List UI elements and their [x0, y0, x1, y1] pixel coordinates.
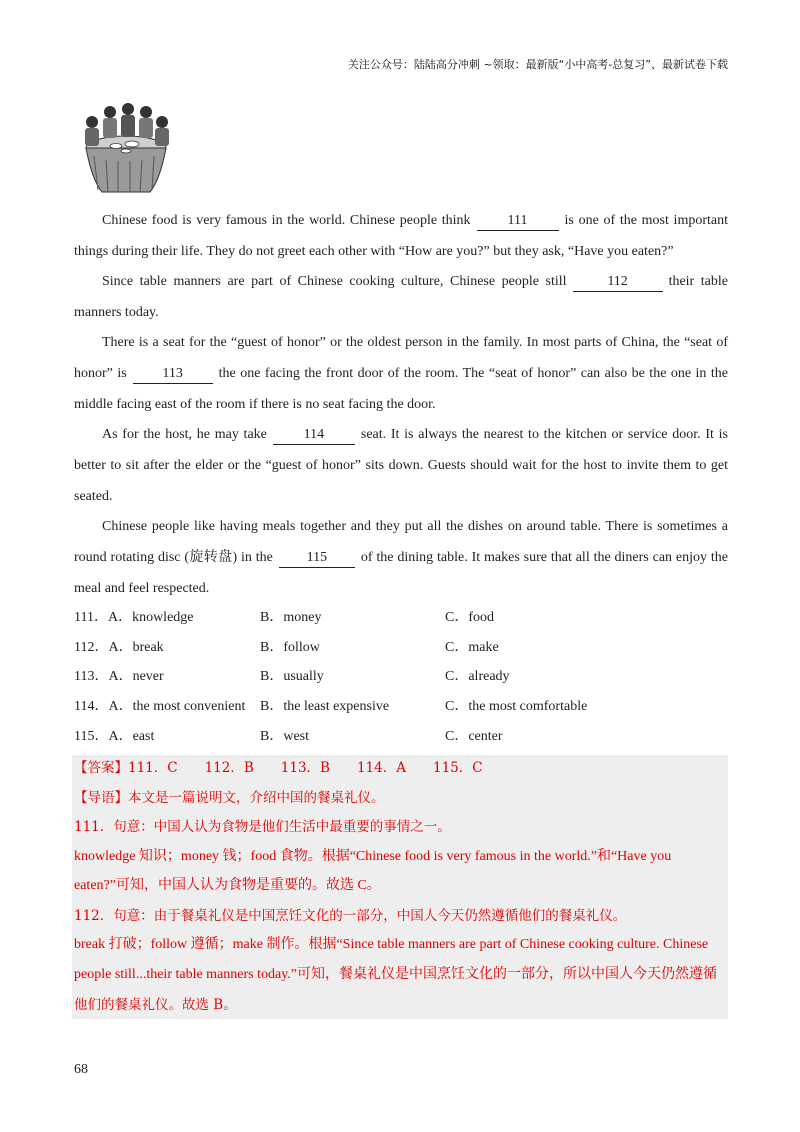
guide-text: 【导语】本文是一篇说明文，介绍中国的餐桌礼仪。 — [74, 790, 385, 806]
dining-table-illustration — [72, 100, 180, 194]
explanation-111-meaning: 111．句意：中国人认为食物是他们生活中最重要的事情之一。 — [74, 819, 451, 835]
option-c: C．center — [445, 729, 503, 744]
explanation-112-conclusion: 他们的餐桌礼仪。故选 B。 — [74, 997, 237, 1013]
option-row-113 — [74, 665, 734, 689]
option-row-111 — [74, 606, 734, 630]
blank-114: 114 — [273, 426, 355, 445]
blank-115: 115 — [279, 549, 355, 568]
explanation-112-detail: break 打破；follow 遵循；make 制作。根据“Since table manners are part of Chinese cooking culture. Chinese — [74, 937, 709, 952]
option-row-114 — [74, 695, 734, 719]
option-c: C．already — [445, 669, 510, 684]
blank-111: 111 — [477, 212, 559, 231]
option-b: B．the least expensive — [260, 699, 390, 714]
option-a: 111．A．knowledge — [74, 610, 194, 625]
option-b: B．west — [260, 729, 309, 744]
option-b: B．usually — [260, 669, 324, 684]
option-c: C．food — [445, 610, 494, 625]
option-b: B．money — [260, 610, 322, 625]
option-row-112 — [74, 636, 734, 660]
option-c: C．make — [445, 640, 499, 655]
option-a: 113．A．never — [74, 669, 164, 684]
option-b: B．follow — [260, 640, 320, 655]
option-a: 114．A．the most convenient — [74, 699, 246, 714]
explanation-111-detail: knowledge 知识；money 钱；food 食物。根据“Chinese food is very famous in the world.”和“Have you — [74, 849, 672, 864]
blank-112: 112 — [573, 273, 663, 292]
blank-113: 113 — [133, 365, 213, 384]
explanation-111-conclusion: eaten?”可知，中国人认为食物是重要的。故选 C。 — [74, 878, 381, 893]
option-row-115 — [74, 725, 734, 749]
passage-paragraph-5: Chinese people like having meals together and they put all the dishes on around table. There is sometimes a round rotating disc (旋转盘) in the 115 of the dining table. It makes sure that all the diners can enjoy the meal and feel respected. — [74, 519, 728, 596]
passage-paragraph-1: Chinese food is very famous in the world. Chinese people think 111 is one of the most important things during their life. They do not greet each other with “How are you?” but they ask, “Have you eaten?” — [74, 213, 728, 259]
passage-paragraph-3: There is a seat for the “guest of honor” or the oldest person in the family. In most parts of China, the “seat of honor” is 113 the one facing the front door of the room. The “seat of honor” can also be the one in the middle facing east of the room if there is no seat facing the door. — [74, 335, 728, 412]
answer-key: 【答案】111．C 112．B 113．B 114．A 115．C — [74, 760, 483, 776]
page-header: 关注公众号：陆陆高分冲刺 ~领取：最新版“小中高考-总复习”、最新试卷下载 — [347, 58, 728, 71]
option-a: 112．A．break — [74, 640, 164, 655]
passage-paragraph-4: As for the host, he may take 114 seat. It is always the nearest to the kitchen or service door. It is better to sit after the elder or the “guest of honor” sits down. Guests should wait for the host to invite them to get seated. — [74, 427, 728, 504]
passage-paragraph-2: Since table manners are part of Chinese cooking culture, Chinese people still 112 their table manners today. — [74, 274, 728, 320]
option-a: 115．A．east — [74, 729, 155, 744]
page-number: 68 — [74, 1062, 88, 1077]
explanation-112-meaning: 112．句意：由于餐桌礼仪是中国烹饪文化的一部分，中国人今天仍然遵循他们的餐桌礼仪。 — [74, 908, 627, 924]
explanation-112-detail-cont: people still...their table manners today.”可知，餐桌礼仪是中国烹饪文化的一部分，所以中国人今天仍然遵循 — [74, 967, 718, 982]
option-c: C．the most comfortable — [445, 699, 588, 714]
